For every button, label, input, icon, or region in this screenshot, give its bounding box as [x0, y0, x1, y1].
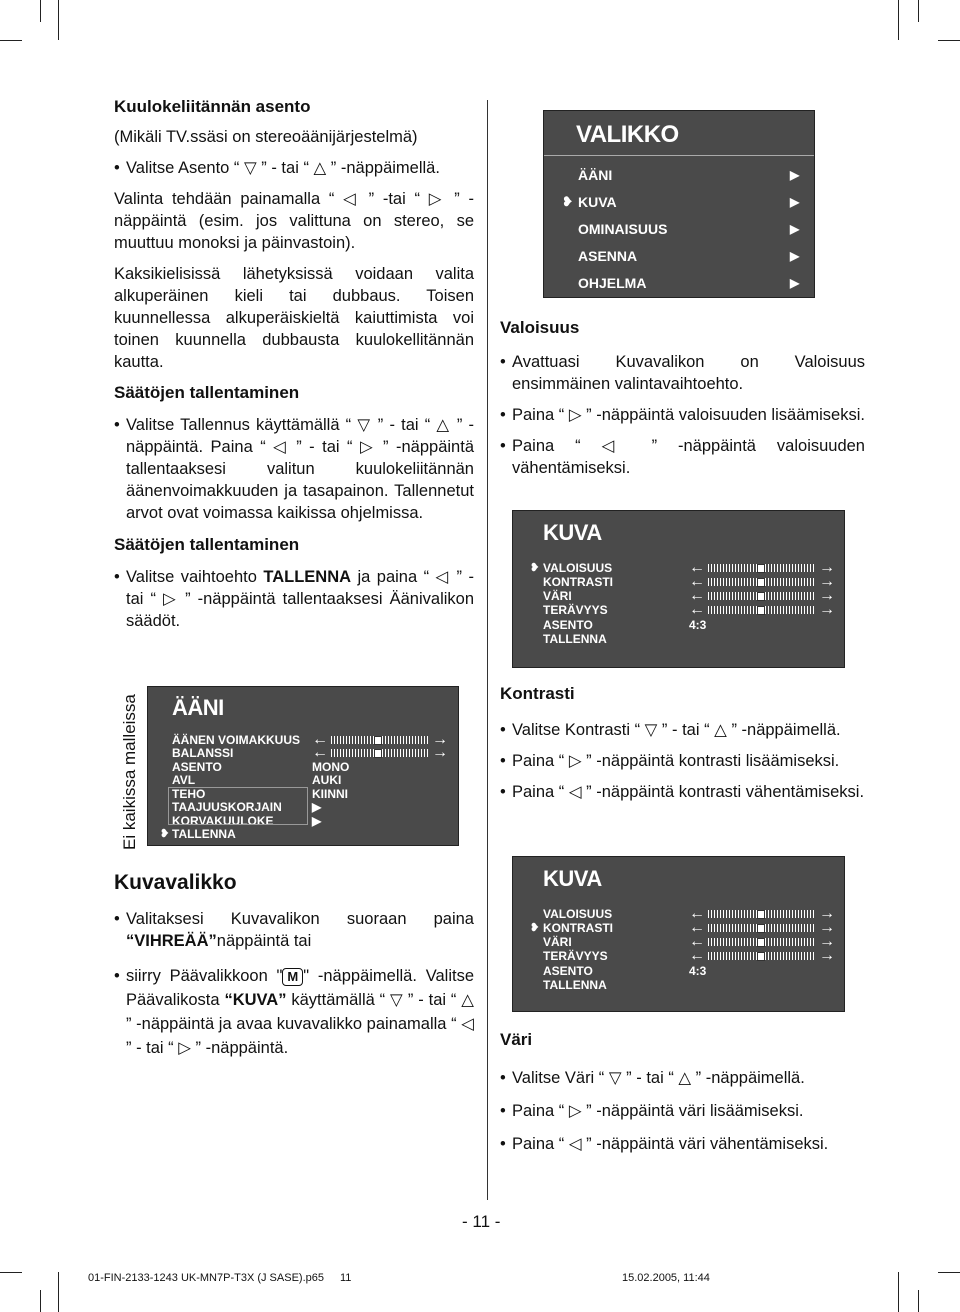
osd-picture-item: TALLENNA	[543, 632, 607, 646]
osd-main-menu	[543, 110, 815, 298]
footer-date: 15.02.2005, 11:44	[622, 1272, 710, 1284]
bullet-contrast-3: • Paina “ ◁ ” -näppäintä kontrasti vähentämiseksi.	[500, 781, 865, 803]
osd-main-item: KUVA	[578, 194, 617, 210]
bullet-save-sound	[114, 566, 474, 632]
osd-main-title: VALIKKO	[576, 121, 679, 148]
bullet-select-position: • Valitse Asento “ ▽ ” - tai “ △ ” -näppäimellä.	[114, 157, 474, 179]
heading-save-settings: Säätöjen tallentaminen	[114, 383, 300, 402]
side-label-models: Ei kaikissa malleissa	[120, 694, 139, 850]
cursor-icon: ❥	[160, 828, 170, 840]
color-slider: ← →	[689, 587, 835, 604]
osd-separator	[544, 155, 814, 156]
osd-sound-value-power: KIINNI	[312, 787, 348, 801]
osd-sound-item: KORVAKUULOKE	[172, 814, 274, 828]
column-divider	[487, 100, 488, 1200]
osd-picture-title: KUVA	[543, 520, 602, 545]
text-kuva: “KUVA”	[224, 991, 287, 1009]
heading-save-settings-2: Säätöjen tallentaminen	[114, 535, 300, 554]
paragraph-stereo-note: (Mikäli TV.ssäsi on stereoäänijärjestelmä)	[114, 128, 418, 146]
volume-slider: ← →	[312, 731, 448, 748]
osd-picture-item: TALLENNA	[543, 978, 607, 992]
osd-highlight-frame	[168, 787, 308, 825]
right-column-lower	[500, 1029, 865, 1164]
bullet-brightness-3: • Paina “ ◁ ” -näppäintä valoisuuden vähentämiseksi.	[500, 435, 865, 479]
crop-mark	[918, 0, 919, 22]
left-column	[114, 96, 474, 641]
page-number: - 11 -	[462, 1212, 501, 1231]
crop-mark	[40, 0, 41, 22]
contrast-slider: ← →	[689, 573, 835, 590]
osd-sound-menu	[147, 686, 459, 846]
text-pre: siirry Päävalikkoon "	[126, 967, 283, 985]
text-green: “VIHREÄÄ”	[126, 932, 217, 950]
osd-picture-title: KUVA	[543, 866, 602, 891]
bullet-contrast-1: • Valitse Kontrasti “ ▽ ” - tai “ △ ” -näppäimellä.	[500, 719, 865, 741]
osd-main-item: OMINAISUUS	[578, 221, 668, 237]
osd-main-item: ASENNA	[578, 248, 638, 264]
contrast-slider: ← →	[689, 919, 835, 936]
osd-picture-item: ASENTO	[543, 618, 593, 632]
arrow-right-icon: ▶	[312, 800, 322, 814]
osd-sound-item: ÄÄNEN VOIMAKKUUS	[172, 733, 301, 747]
crop-mark	[40, 1290, 41, 1312]
footer-filename: 01-FIN-2133-1243 UK-MN7P-T3X (J SASE).p65	[88, 1272, 324, 1284]
paragraph-bilingual: Kaksikielisissä lähetyksissä voidaan valita alkuperäinen kieli tai dubbaus. Toisen kuunnellessa alkuperäiskieltä kaiuttimista voi toinen kuunnella dubbausta kuulokellitännän kautta.	[114, 265, 474, 371]
arrow-right-icon: ▶	[790, 222, 800, 236]
bullet-brightness-2: • Paina “ ▷ ” -näppäintä valoisuuden lisäämiseksi.	[500, 404, 865, 426]
osd-sound-value-position: MONO	[312, 760, 350, 774]
arrow-right-icon: ▶	[312, 814, 322, 828]
text-pre: Valitse vaihtoehto	[126, 568, 264, 586]
osd-picture-item: VALOISUUS	[543, 907, 613, 921]
cursor-icon: ❥	[530, 922, 540, 934]
osd-picture-item: TERÄVYYS	[543, 603, 608, 617]
crop-mark	[898, 1272, 899, 1312]
arrow-right-icon: ▶	[790, 276, 800, 290]
osd-picture-item: VALOISUUS	[543, 561, 613, 575]
bullet-color-1: • Valitse Väri “ ▽ ” - tai “ △ ” -näppäimellä.	[500, 1067, 865, 1089]
bullet-brightness-1: • Avattuasi Kuvavalikon on Valoisuus ensimmäinen valintavaihtoehto.	[500, 351, 865, 395]
sharpness-slider: ← →	[689, 601, 835, 618]
osd-sound-item: TEHO	[172, 787, 206, 801]
color-slider: ← →	[689, 933, 835, 950]
brightness-slider: ← →	[689, 905, 835, 922]
osd-sound-item: TALLENNA	[172, 827, 236, 841]
osd-picture-item: VÄRI	[543, 935, 572, 949]
sharpness-slider: ← →	[689, 947, 835, 964]
text-post: näppäintä tai	[216, 932, 312, 950]
osd-sound-item: TAAJUUSKORJAIN	[172, 800, 282, 814]
osd-main-item: OHJELMA	[578, 275, 647, 291]
crop-mark	[58, 0, 59, 40]
text-mid: " -näppäimellä. Valitse Päävalikosta	[126, 967, 474, 1009]
text-post: ja paina “ ◁ ” - tai “ ▷ ” -näppäintä tallentaaksesi Äänivalikon säädöt.	[126, 568, 474, 630]
crop-mark	[0, 40, 22, 41]
osd-picture-item: ASENTO	[543, 964, 593, 978]
heading-headphone-position: Kuulokeliitännän asento	[114, 97, 311, 116]
heading-contrast: Kontrasti	[500, 684, 575, 703]
footer-page: 11	[340, 1272, 352, 1284]
brightness-slider: ← →	[689, 559, 835, 576]
heading-picture-menu: Kuvavalikko	[114, 871, 237, 894]
crop-mark	[58, 1272, 59, 1312]
m-key-icon: M	[282, 968, 303, 986]
osd-picture-item: KONTRASTI	[543, 575, 613, 589]
crop-mark	[0, 1272, 22, 1273]
osd-sound-item: BALANSSI	[172, 746, 234, 760]
osd-picture-item: VÄRI	[543, 589, 572, 603]
cursor-icon: ❥	[562, 194, 573, 209]
osd-picture-value-position: 4:3	[689, 618, 707, 632]
arrow-right-icon: ▶	[790, 195, 800, 209]
crop-mark	[898, 0, 899, 40]
bullet-color-3: • Paina “ ◁ ” -näppäintä väri vähentämiseksi.	[500, 1133, 865, 1155]
osd-main-item: ÄÄNI	[578, 167, 613, 183]
osd-sound-item: AVL	[172, 773, 196, 787]
osd-picture-item: KONTRASTI	[543, 921, 613, 935]
bullet-contrast-2: • Paina “ ▷ ” -näppäintä kontrasti lisäämiseksi.	[500, 750, 865, 772]
osd-picture-value-position: 4:3	[689, 964, 707, 978]
crop-mark	[938, 1272, 960, 1273]
bullet-color-2: • Paina “ ▷ ” -näppäintä väri lisäämiseksi.	[500, 1100, 865, 1122]
balance-slider: ← →	[312, 744, 448, 761]
left-column-lower	[114, 862, 474, 1069]
right-column-upper	[500, 317, 865, 488]
bullet-green-key	[114, 908, 474, 952]
paragraph-selection: Valinta tehdään painamalla “ ◁ ” -tai “ ▷ ” -näppäintä (esim. jos valittuna on stereo, se muuttuu monoksi ja päinvastoin).	[114, 190, 474, 252]
osd-sound-item: ASENTO	[172, 760, 222, 774]
bullet-save-headphone: • Valitse Tallennus käyttämällä “ ▽ ” - tai “ △ ” - näppäintä. Paina “ ◁ ” - tai “ ▷ ” -näppäintä tallentaaksesi valitun kuulokeliitännän äänenvoimakkuuden ja tasapainon. Tallennetut arvot ovat voimassa kaikissa ohjelmissa.	[114, 414, 474, 524]
cursor-icon: ❥	[530, 562, 540, 574]
heading-color: Väri	[500, 1030, 533, 1049]
arrow-right-icon: ▶	[790, 168, 800, 182]
osd-picture-item: TERÄVYYS	[543, 949, 608, 963]
crop-mark	[938, 40, 960, 41]
crop-mark	[918, 1290, 919, 1312]
osd-picture-menu-1	[512, 510, 845, 668]
text-tallenna: TALLENNA	[263, 568, 352, 586]
osd-sound-title: ÄÄNI	[172, 695, 224, 720]
bullet-main-menu	[114, 964, 474, 1060]
osd-sound-value-avl: AUKI	[312, 773, 342, 787]
text-pre: Valitaksesi Kuvavalikon suoraan paina	[126, 910, 474, 928]
osd-picture-menu-2	[512, 856, 845, 1012]
heading-brightness: Valoisuus	[500, 318, 580, 337]
arrow-right-icon: ▶	[790, 249, 800, 263]
right-column-middle	[500, 683, 865, 812]
text-post: käyttämällä “ ▽ ” - tai “ △ ” -näppäintä ja avaa kuvavalikko painamalla “ ◁ ” - tai “ ▷ ” -näppäintä.	[126, 991, 474, 1057]
